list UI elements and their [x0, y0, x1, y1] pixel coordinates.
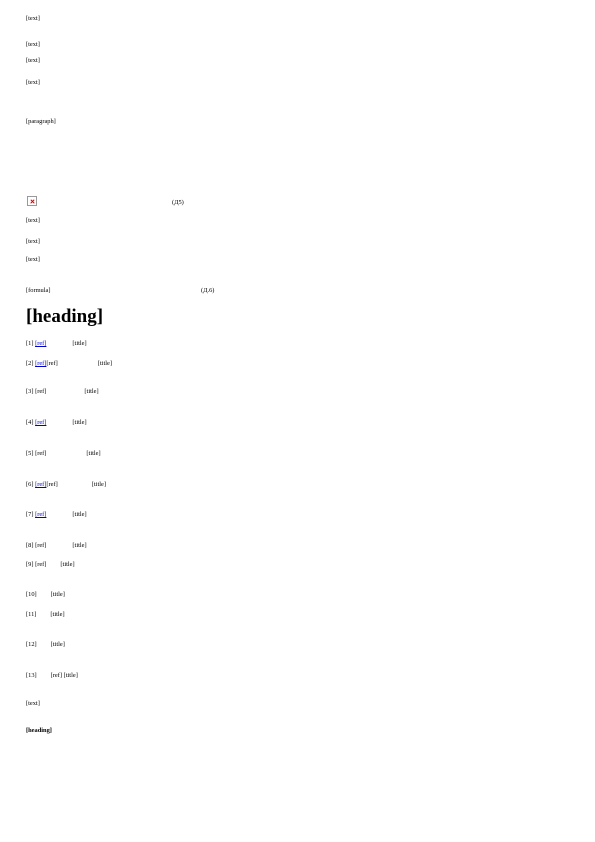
- bibliography-link[interactable]: [ref]: [35, 340, 47, 347]
- definition-sevu: [text]: [26, 57, 40, 64]
- bibliography-item: [9] [ref] [title]: [26, 561, 75, 568]
- formula-d6-expression: [formula]: [26, 287, 51, 294]
- bibliography-item: [2] [ref][ref] [title]: [26, 360, 112, 367]
- bibliography-item: [1] [ref] [title]: [26, 340, 87, 347]
- bibliography-item: [5] [ref] [title]: [26, 450, 101, 457]
- bibliography-link[interactable]: [ref]: [35, 360, 47, 367]
- definition-n-functions: [text]: [26, 238, 40, 245]
- definition-n: [text]: [26, 79, 40, 86]
- bibliography-item: [12] [title]: [26, 641, 65, 648]
- formula-d5-label: (Д5): [172, 199, 184, 206]
- bibliography-item: [7] [ref] [title]: [26, 511, 87, 518]
- definition-sij: [text]: [26, 41, 40, 48]
- definition-m: [text]: [26, 217, 40, 224]
- bibliography-link[interactable]: [ref]: [35, 511, 47, 518]
- formula-d6: [26, 286, 215, 296]
- bibliography-item: [11] [title]: [26, 611, 65, 618]
- bibliography-heading: [heading]: [26, 306, 104, 327]
- formula-d5-image-placeholder-icon: [27, 196, 37, 206]
- formula-d6-label: (Д.6): [201, 287, 215, 294]
- bibliography-item: [4] [ref] [title]: [26, 419, 87, 426]
- definition-p: [text]: [26, 15, 40, 22]
- bibliography-item: [3] [ref] [title]: [26, 388, 99, 395]
- contents-heading: [heading]: [26, 727, 52, 734]
- bibliography-link[interactable]: [ref]: [35, 481, 47, 488]
- bibliography-link[interactable]: [ref]: [35, 419, 47, 426]
- bibliography-item: [10] [title]: [26, 591, 65, 598]
- keywords: [text]: [26, 700, 40, 707]
- bibliography-item: [13] [ref] [title]: [26, 672, 78, 679]
- bibliography-item: [6] [ref][ref] [title]: [26, 481, 106, 488]
- bibliography-item: [8] [ref] [title]: [26, 542, 87, 549]
- intro-d6: [text]: [26, 256, 40, 263]
- clause-d5: [paragraph]: [26, 118, 56, 125]
